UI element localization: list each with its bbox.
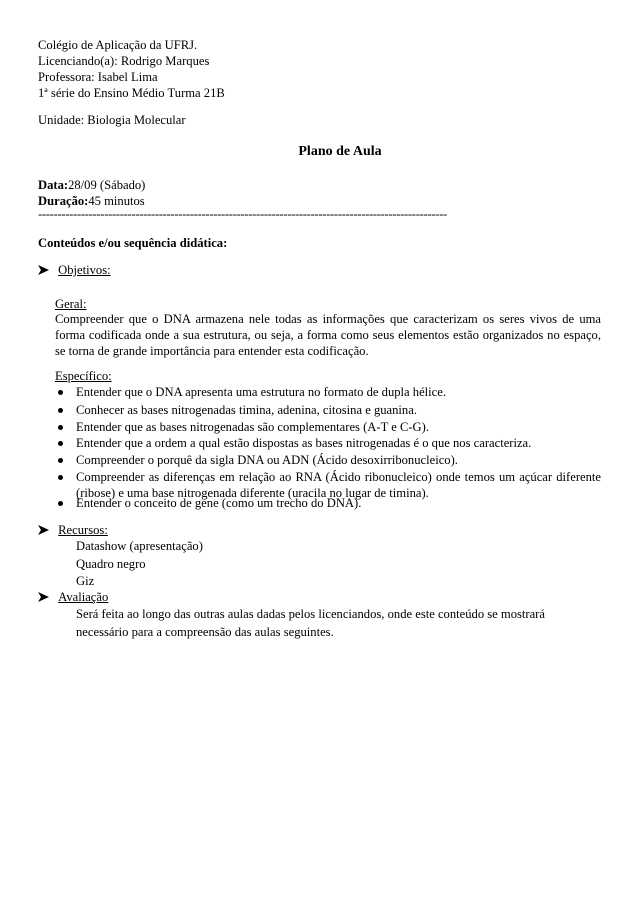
separator-line: ---------------------------------------------------------------------------------------------------------: [38, 207, 447, 221]
class-info: 1ª série do Ensino Médio Turma 21B: [38, 86, 225, 100]
bullet-dot-icon: [58, 408, 63, 413]
specific-objective-item: Compreender o porquê da sigla DNA ou ADN (Ácido desoxirribonucleico).: [76, 453, 458, 467]
bullet-dot-icon: [58, 441, 63, 446]
specific-objective-item: Conhecer as bases nitrogenadas timina, adenina, citosina e guanina.: [76, 403, 417, 417]
resource-item: Datashow (apresentação): [76, 539, 203, 553]
unit-info: Unidade: Biologia Molecular: [38, 113, 186, 127]
date-line: [38, 177, 145, 193]
general-label: Geral:: [55, 297, 87, 311]
specific-objective-item: Entender que a ordem a qual estão dispostas as bases nitrogenadas é o que nos caracteriza.: [76, 436, 532, 450]
specific-objective-item: Compreender as diferenças em relação ao RNA (Ácido ribonucleico) onde temos um açúcar diferente (ribose) e uma base nitrogenada diferente (uracila no lugar de timina).: [76, 470, 601, 500]
arrowhead-bullet-icon: [38, 525, 49, 535]
bullet-dot-icon: [58, 501, 63, 506]
evaluation-text: Será feita ao longo das outras aulas dadas pelos licenciandos, onde este conteúdo se mostrará necessário para a compreensão das aulas seguintes.: [76, 607, 545, 639]
date-label: Data:: [38, 178, 69, 192]
specific-objective-item: Entender que as bases nitrogenadas são complementares (A-T e C-G).: [76, 420, 429, 434]
arrowhead-bullet-icon: [38, 265, 49, 275]
evaluation-label: Avaliação: [58, 590, 109, 604]
general-text: Compreender que o DNA armazena nele todas as informações que caracterizam os seres vivos de uma forma codificada onde a sua estrutura, ou seja, a forma como seus elementos estão organizados no espaço, se torna de grande importância para entender esta codificação.: [55, 312, 601, 358]
specific-objective-item: Entender o conceito de gene (como um trecho do DNA).: [76, 496, 362, 510]
evaluation-item: [38, 589, 108, 605]
resources-label: Recursos:: [58, 523, 108, 537]
bullet-dot-icon: [58, 425, 63, 430]
specific-objective-item: Entender que o DNA apresenta uma estrutura no formato de dupla hélice.: [76, 385, 446, 399]
duration-value: 45 minutos: [88, 194, 145, 208]
school-name: Colégio de Aplicação da UFRJ.: [38, 38, 198, 52]
objectives-label: Objetivos:: [58, 263, 111, 277]
bullet-dot-icon: [58, 390, 63, 395]
bullet-dot-icon: [58, 475, 63, 480]
date-value: 28/09 (Sábado): [68, 178, 146, 192]
student-teacher: Licenciando(a): Rodrigo Marques: [38, 54, 210, 68]
bullet-dot-icon: [58, 458, 63, 463]
arrowhead-bullet-icon: [38, 592, 49, 602]
content-heading: Conteúdos e/ou sequência didática:: [38, 236, 228, 250]
resource-item: Quadro negro: [76, 557, 146, 571]
resource-item: Giz: [76, 574, 95, 588]
page-title: Plano de Aula: [298, 144, 382, 159]
objectives-item: [38, 262, 111, 278]
duration-label: Duração:: [38, 194, 89, 208]
teacher-name: Professora: Isabel Lima: [38, 70, 158, 84]
specific-label: Específico:: [55, 369, 112, 383]
resources-item: [38, 522, 108, 538]
